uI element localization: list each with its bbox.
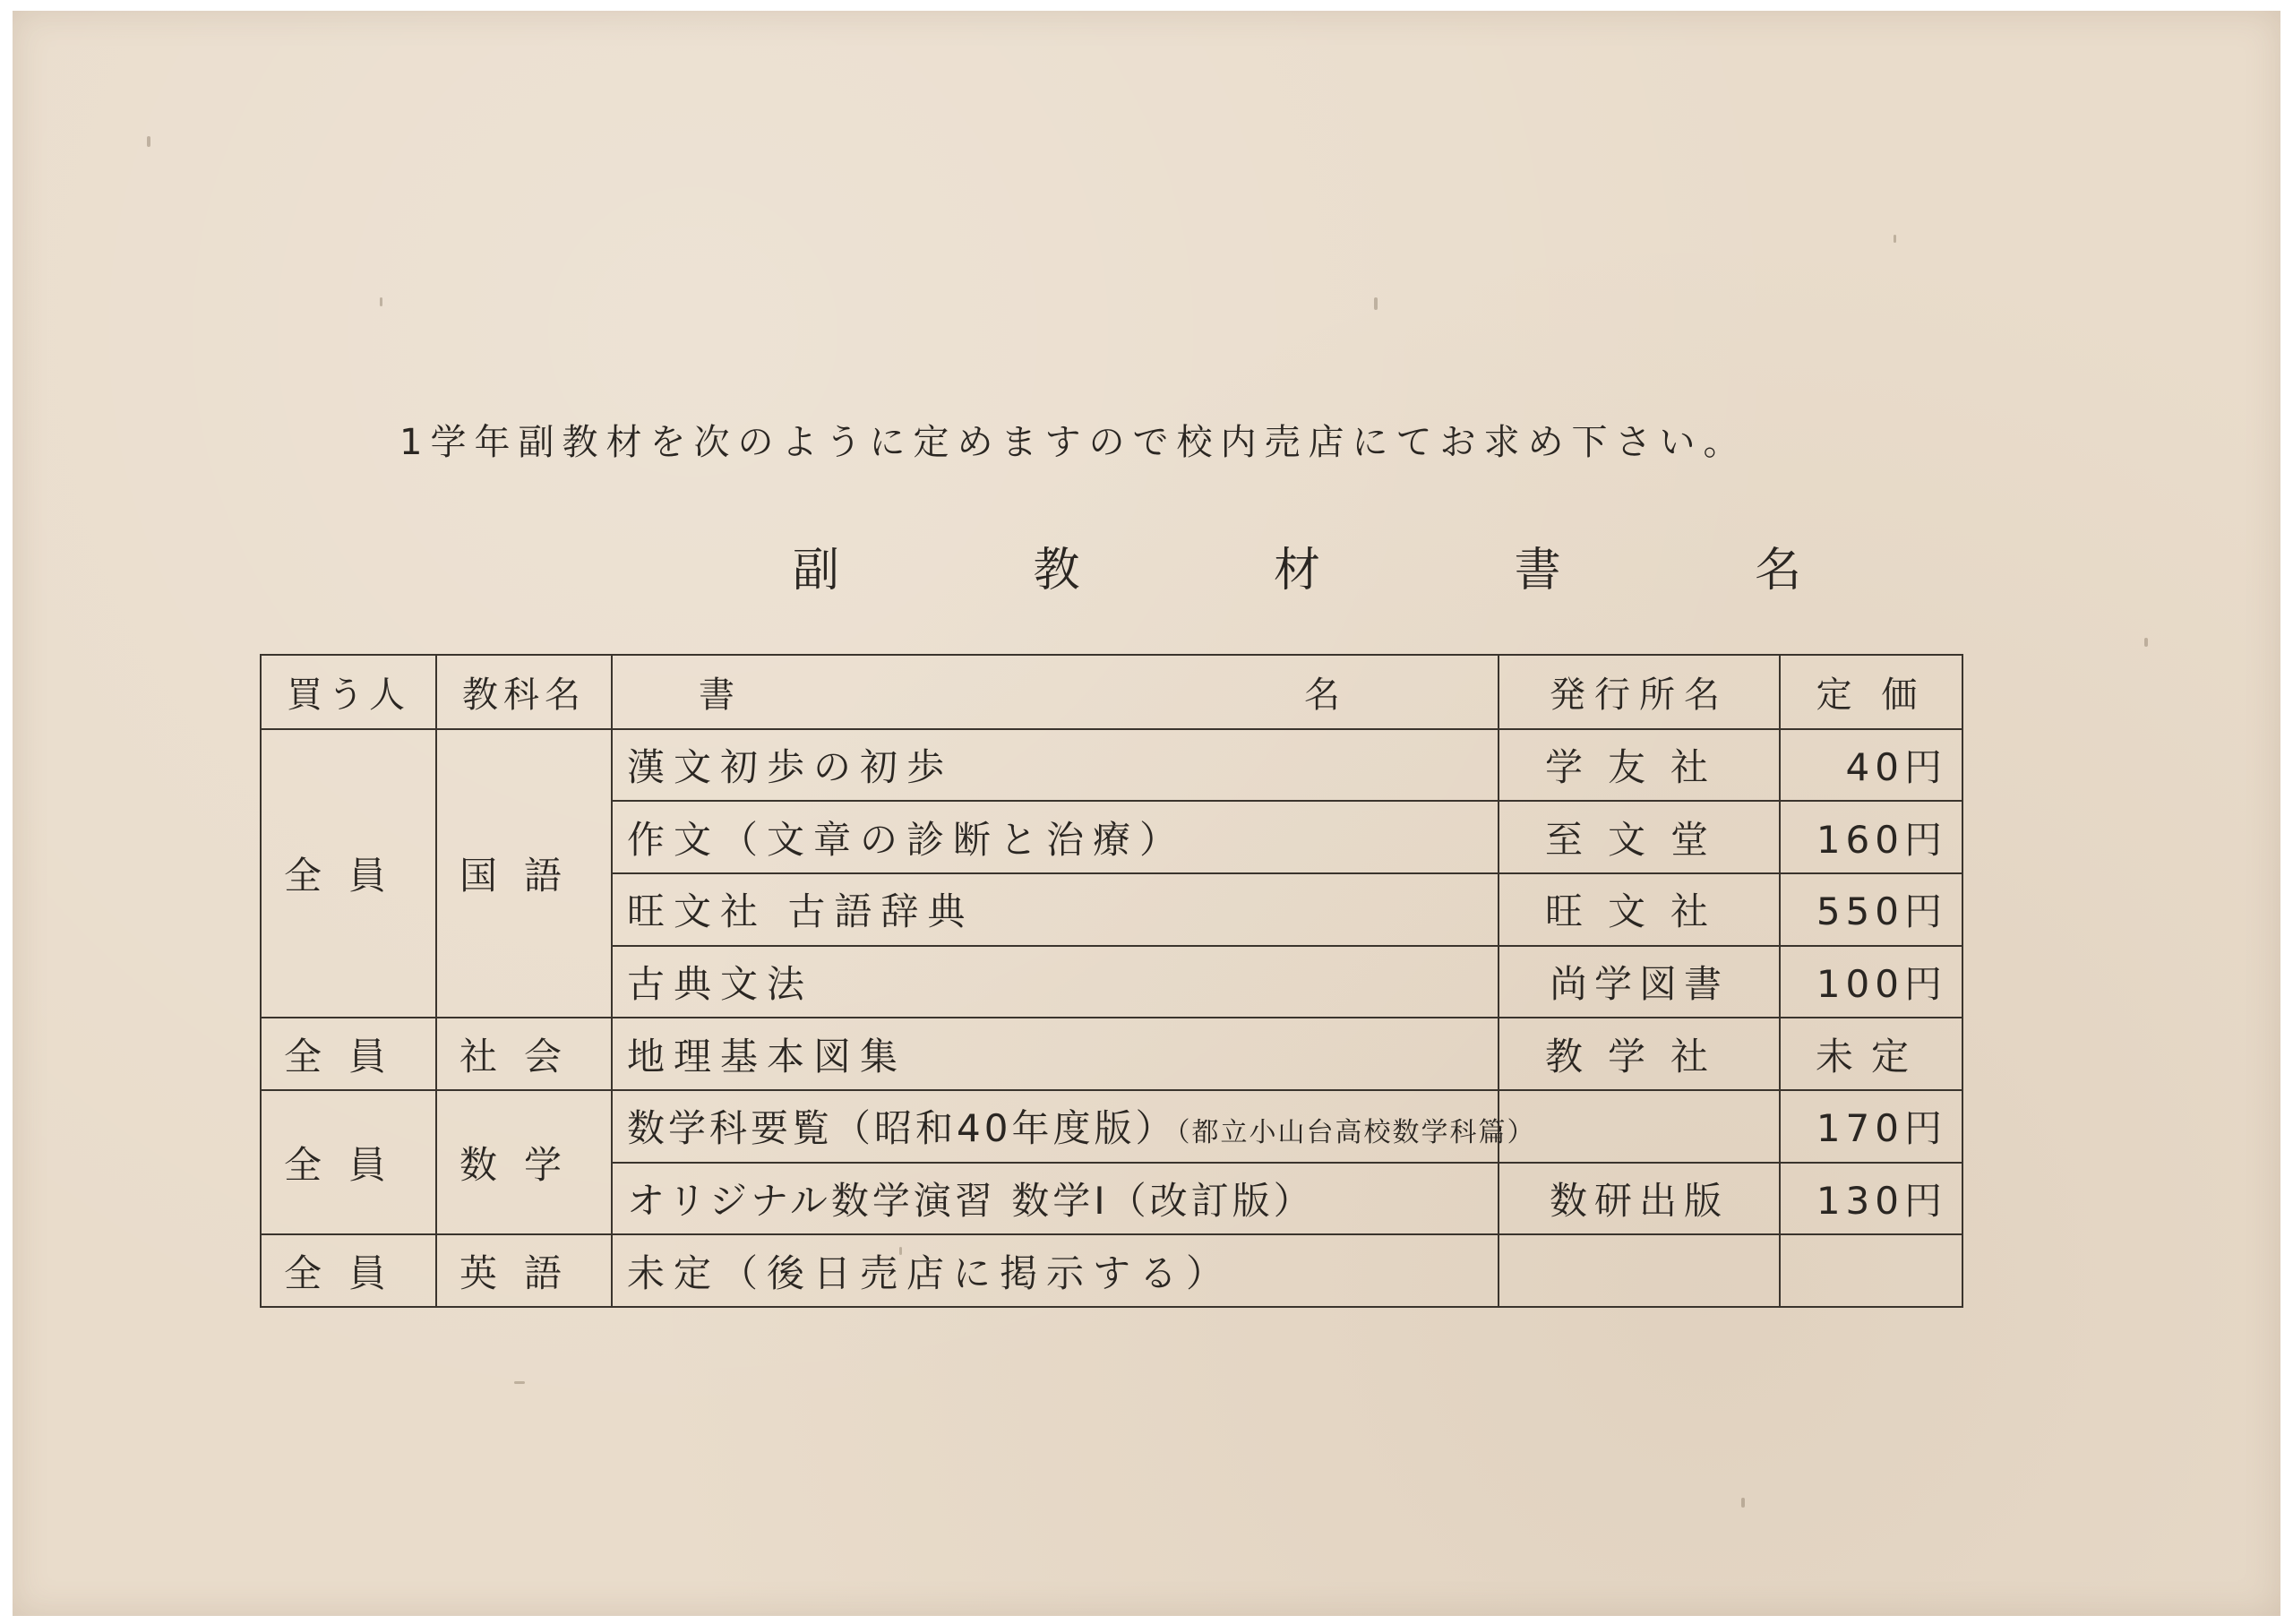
paper-fleck <box>147 136 150 147</box>
buyer-cell: 全員 <box>261 729 436 1018</box>
price-cell: 170円 <box>1780 1090 1962 1163</box>
price-cell: 130円 <box>1780 1163 1962 1235</box>
publisher-cell: 数研出版 <box>1499 1163 1780 1235</box>
paper-fleck <box>380 297 382 306</box>
book-title-cell: オリジナル数学演習 数学Ⅰ（改訂版） <box>612 1163 1499 1235</box>
book-title-cell: 地理基本図集 <box>612 1018 1499 1090</box>
publisher-cell: 尚学図書 <box>1499 946 1780 1018</box>
paper-fleck <box>1374 297 1378 310</box>
book-title-cell: 古典文法 <box>612 946 1499 1018</box>
header-buyer: 買う人 <box>261 655 436 729</box>
table-row <box>261 1090 1962 1163</box>
publisher-cell: 旺文社 <box>1499 873 1780 946</box>
price-cell <box>1780 1234 1962 1307</box>
paper-fleck <box>1741 1498 1745 1508</box>
publisher-cell: 至文堂 <box>1499 801 1780 873</box>
table-row <box>261 1018 1962 1090</box>
header-book-left: 書 <box>699 674 734 716</box>
book-title-cell <box>612 1090 1536 1163</box>
price-cell: 未定 <box>1780 1018 1962 1090</box>
table-row <box>261 729 1962 802</box>
book-title-cell: 作文（文章の診断と治療） <box>612 801 1499 873</box>
header-subject: 教科名 <box>436 655 612 729</box>
table-header-row <box>261 655 1962 729</box>
textbook-table <box>260 654 1963 1308</box>
paper-fleck <box>1894 235 1896 243</box>
book-title-main: 数学科要覧（昭和40年度版） <box>627 1106 1177 1151</box>
subject-cell: 英語 <box>436 1234 612 1307</box>
buyer-cell: 全員 <box>261 1090 436 1234</box>
price-cell: 160円 <box>1780 801 1962 873</box>
header-book-title <box>612 655 1499 729</box>
buyer-cell: 全員 <box>261 1018 436 1090</box>
header-book-right: 名 <box>1304 674 1340 716</box>
publisher-cell: 学友社 <box>1499 729 1780 802</box>
buyer-cell: 全員 <box>261 1234 436 1307</box>
subject-cell: 国語 <box>436 729 612 1018</box>
publisher-cell: 教学社 <box>1499 1018 1780 1090</box>
price-cell: 550円 <box>1780 873 1962 946</box>
publisher-cell <box>1499 1090 1780 1163</box>
intro-text: 1学年副教材を次のように定めますので校内売店にてお求め下さい。 <box>399 422 1748 463</box>
book-title-cell: 未定（後日売店に掲示する） <box>612 1234 1499 1307</box>
book-title-cell: 漢文初歩の初歩 <box>612 729 1499 802</box>
subject-cell: 社会 <box>436 1018 612 1090</box>
table-row <box>261 1234 1962 1307</box>
publisher-cell <box>1499 1234 1780 1307</box>
header-publisher: 発行所名 <box>1499 655 1780 729</box>
book-title-cell: 旺文社 古語辞典 <box>612 873 1499 946</box>
book-title-note: （都立小山台高校数学科篇） <box>1176 1117 1536 1149</box>
price-cell: 40円 <box>1780 729 1962 802</box>
header-price: 定 価 <box>1780 655 1962 729</box>
price-cell: 100円 <box>1780 946 1962 1018</box>
subject-cell: 数学 <box>436 1090 612 1234</box>
paper-fleck <box>2144 638 2148 647</box>
paper-fleck <box>514 1381 525 1384</box>
page-title: 副 教 材 書 名 <box>793 544 1892 597</box>
